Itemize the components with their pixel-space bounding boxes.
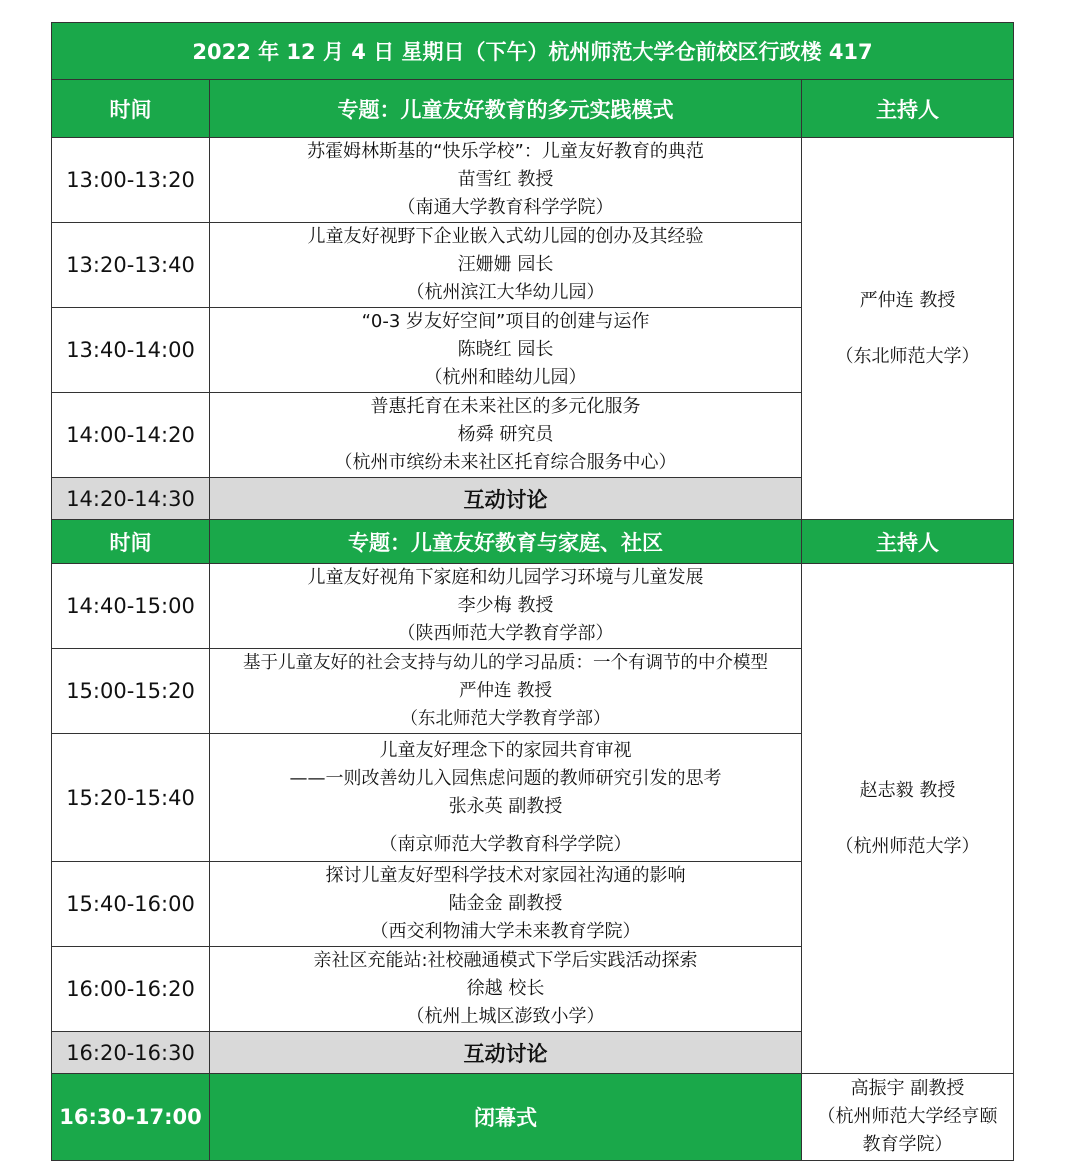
talk-time: 16:00-16:20 <box>52 947 210 1032</box>
talk-org: （杭州上城区澎致小学） <box>406 1006 605 1027</box>
schedule-title: 2022 年 12 月 4 日 星期日（下午）杭州师范大学仓前校区行政楼 417 <box>52 23 1014 80</box>
talk-title: 普惠托育在未来社区的多元化服务 <box>370 396 641 417</box>
host-name: 严仲连 教授 <box>859 289 956 311</box>
schedule-table <box>51 22 1014 1161</box>
talk-speaker: 徐越 校长 <box>466 978 545 999</box>
discussion-time: 16:20-16:30 <box>52 1032 210 1074</box>
closing-host-org-2: 教育学院） <box>862 1134 953 1155</box>
talk-title: 苏霍姆林斯基的“快乐学校”：儿童友好教育的典范 <box>307 141 704 162</box>
talk-title: 探讨儿童友好型科学技术对家园社沟通的影响 <box>325 865 686 886</box>
talk-speaker: 陆金金 副教授 <box>448 893 563 914</box>
talk-time: 14:00-14:20 <box>52 393 210 478</box>
talk-subtitle: ——一则改善幼儿入园焦虑问题的教师研究引发的思考 <box>289 767 722 789</box>
talk-time: 15:20-15:40 <box>52 734 210 862</box>
talk-title: 儿童友好视野下企业嵌入式幼儿园的创办及其经验 <box>307 226 704 247</box>
talk-row <box>52 138 1014 223</box>
talk-speaker: 陈晓红 园长 <box>457 339 554 360</box>
session-1-header <box>52 80 1014 138</box>
talk-cell <box>210 947 802 1032</box>
talk-title: 基于儿童友好的社会支持与幼儿的学习品质：一个有调节的中介模型 <box>243 653 768 673</box>
header-time: 时间 <box>52 520 210 564</box>
closing-time: 16:30-17:00 <box>52 1074 210 1161</box>
talk-time: 14:40-15:00 <box>52 564 210 649</box>
session-1-host <box>802 138 1014 520</box>
talk-title: 儿童友好视角下家庭和幼儿园学习环境与儿童发展 <box>307 567 704 588</box>
talk-speaker: 汪姗姗 园长 <box>457 254 554 275</box>
talk-title: 亲社区充能站:社校融通模式下学后实践活动探索 <box>313 950 698 971</box>
talk-org: （东北师范大学教育学部） <box>400 709 611 729</box>
host-org: （杭州师范大学） <box>835 835 980 857</box>
talk-title: 儿童友好理念下的家园共育审视 <box>379 739 632 761</box>
talk-time: 13:00-13:20 <box>52 138 210 223</box>
talk-time: 15:00-15:20 <box>52 649 210 734</box>
talk-cell <box>210 393 802 478</box>
talk-cell <box>210 734 802 862</box>
discussion-time: 14:20-14:30 <box>52 478 210 520</box>
talk-row <box>52 564 1014 649</box>
closing-label: 闭幕式 <box>210 1074 802 1161</box>
header-topic: 专题：儿童友好教育的多元实践模式 <box>210 80 802 138</box>
closing-host-name: 高振宇 副教授 <box>850 1078 965 1099</box>
talk-title: “0-3 岁友好空间”项目的创建与运作 <box>361 311 650 332</box>
discussion-label: 互动讨论 <box>210 1032 802 1074</box>
header-host: 主持人 <box>802 520 1014 564</box>
closing-host <box>802 1074 1014 1161</box>
discussion-label: 互动讨论 <box>210 478 802 520</box>
talk-speaker: 严仲连 教授 <box>458 681 553 701</box>
header-time: 时间 <box>52 80 210 138</box>
closing-row <box>52 1074 1014 1161</box>
talk-speaker: 杨舜 研究员 <box>457 424 554 445</box>
session-2-header <box>52 520 1014 564</box>
talk-org: （杭州市缤纷未来社区托育综合服务中心） <box>334 452 677 473</box>
talk-cell <box>210 138 802 223</box>
talk-cell <box>210 223 802 308</box>
talk-speaker: 张永英 副教授 <box>448 795 563 817</box>
talk-org: （杭州滨江大华幼儿园） <box>406 282 605 303</box>
host-name: 赵志毅 教授 <box>859 779 956 801</box>
talk-cell <box>210 308 802 393</box>
talk-speaker: 李少梅 教授 <box>457 595 554 616</box>
talk-org: （南通大学教育科学学院） <box>397 197 614 218</box>
session-2-host <box>802 564 1014 1074</box>
header-host: 主持人 <box>802 80 1014 138</box>
talk-cell <box>210 649 802 734</box>
talk-cell <box>210 564 802 649</box>
talk-time: 15:40-16:00 <box>52 862 210 947</box>
talk-time: 13:40-14:00 <box>52 308 210 393</box>
title-row <box>52 23 1014 80</box>
header-topic: 专题：儿童友好教育与家庭、社区 <box>210 520 802 564</box>
talk-org: （南京师范大学教育科学学院） <box>379 833 632 855</box>
closing-host-org-1: （杭州师范大学经亨颐 <box>817 1106 998 1127</box>
talk-cell <box>210 862 802 947</box>
talk-time: 13:20-13:40 <box>52 223 210 308</box>
talk-speaker: 苗雪红 教授 <box>457 169 554 190</box>
talk-org: （杭州和睦幼儿园） <box>424 367 587 388</box>
host-org: （东北师范大学） <box>835 345 980 367</box>
talk-org: （陕西师范大学教育学部） <box>397 623 614 644</box>
talk-org: （西交利物浦大学未来教育学院） <box>370 921 641 942</box>
